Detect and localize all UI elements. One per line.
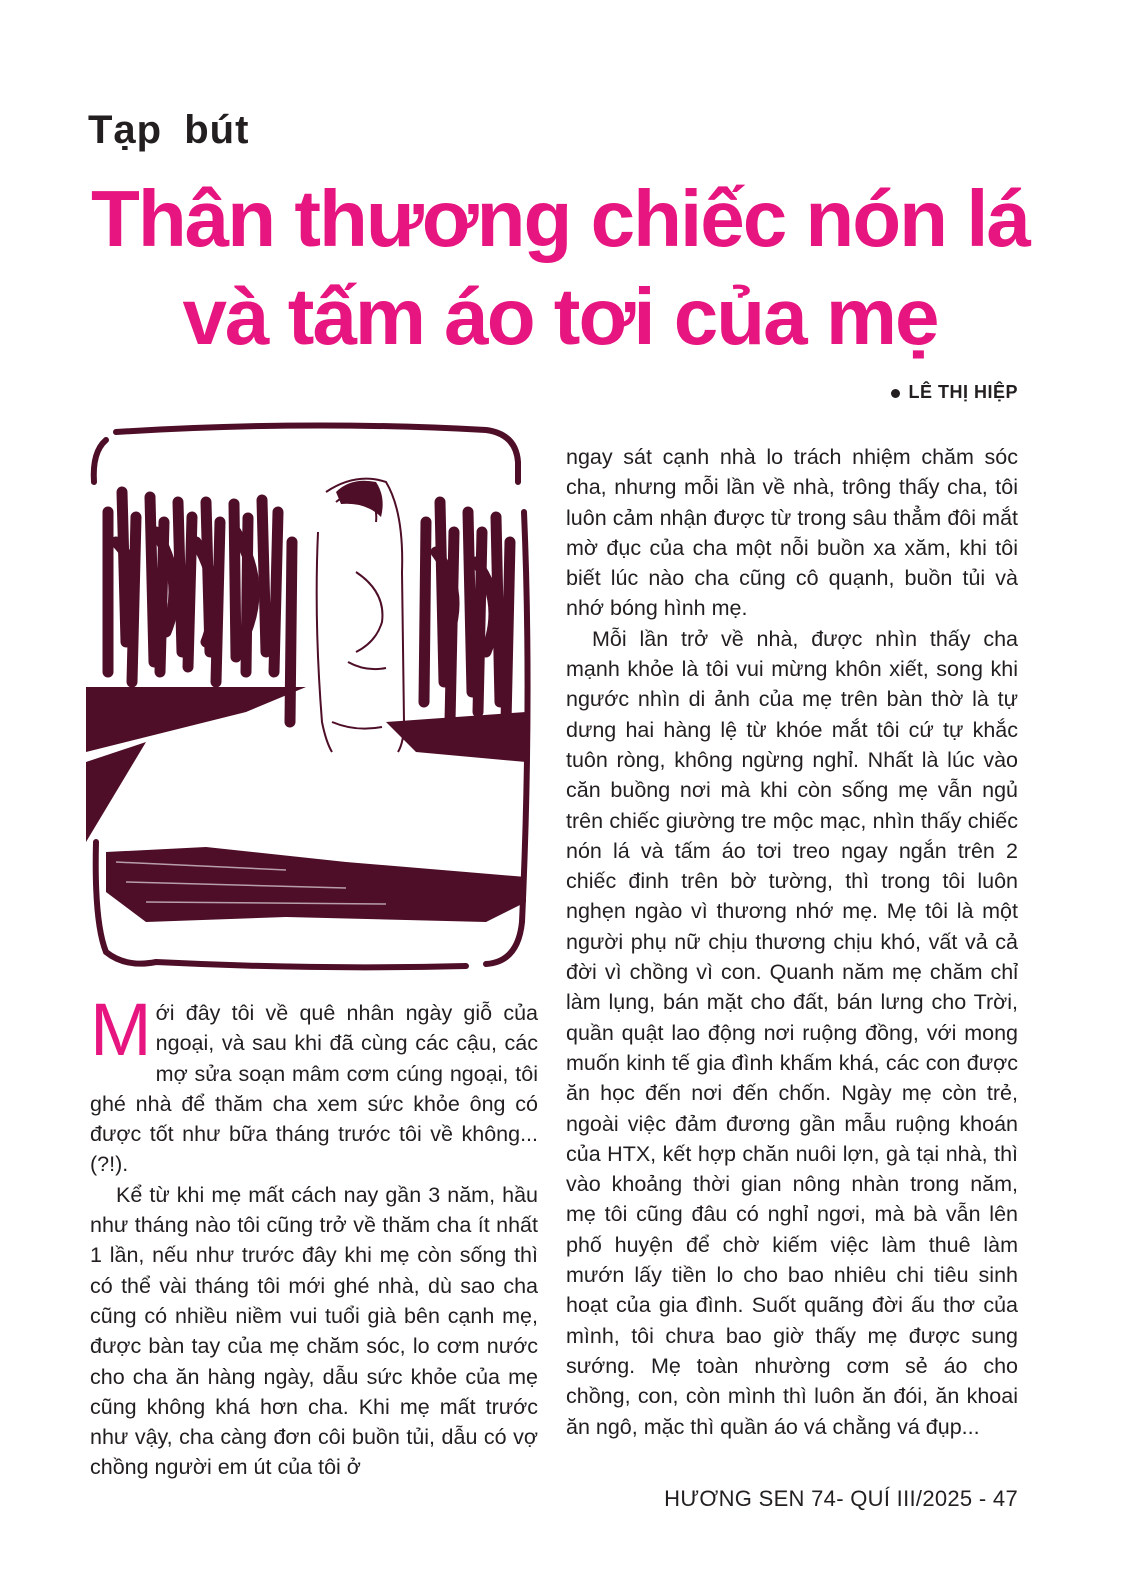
title-line-1: Thân thương chiếc nón lá xyxy=(91,174,1029,263)
woman-in-rain-illustration xyxy=(86,422,532,972)
title-line-2: và tấm áo tơi của mẹ xyxy=(182,272,938,361)
paragraph: Mỗi lần trở về nhà, được nhìn thấy cha mạnh khỏe là tôi vui mừng khôn xiết, song khi ngước nhìn di ảnh của mẹ trên bàn thờ là tự dưng hai hàng lệ từ khóe mắt tôi cứ tự khắc tuôn ròng, không ngừng nghỉ. Nhất là lúc vào căn buồng nơi mà khi còn sống mẹ vẫn ngủ trên chiếc giường tre mộc mạc, nhìn thấy chiếc nón lá và tấm áo tơi treo ngay ngắn trên 2 chiếc đinh trên bờ tường, thì trong tôi luôn nghẹn ngào vì thương nhớ mẹ. Mẹ tôi là một người phụ nữ chịu thương chịu khó, vất vả cả đời vì chồng vì con. Quanh năm mẹ chăm chỉ làm lụng, bán mặt cho đất, bán lưng cho Trời, quần quật lao động nơi ruộng đồng, với mong muốn kinh tế gia đình khấm khá, các con được ăn học đến nơi đến chốn. Ngày mẹ còn trẻ, ngoài việc đảm đương gần mẫu ruộng khoán của HTX, kết hợp chăn nuôi lợn, gà tại nhà, thì vào khoảng thời gian nông nhàn trong năm, mẹ tôi cũng đâu có nghỉ ngơi, mà bà vẫn lên phố huyện để chờ kiếm việc làm thuê làm mướn lấy tiền lo cho bao nhiêu chi tiêu sinh hoạt của gia đình. Suốt quãng đời ấu thơ của mình, tôi chưa bao giờ thấy mẹ được sung sướng. Mẹ toàn nhường cơm sẻ áo cho chồng, con, còn mình thì luôn ăn đói, ăn khoai ăn ngô, mặc thì quần áo vá chằng vá đụp... xyxy=(566,626,1018,1439)
paragraph: Kể từ khi mẹ mất cách nay gần 3 năm, hầu như tháng nào tôi cũng trở về thăm cha ít nhất 1 lần, nếu như trước đây khi mẹ còn sống thì có thể vài tháng tôi mới ghé nhà, dù sao cha cũng có nhiều niềm vui tuổi già bên cạnh mẹ, được bàn tay của mẹ chăm sóc, lo cơm nước cho cha ăn hàng ngày, dẫu sức khỏe của mẹ cũng không khá hơn cha. Khi mẹ mất trước như vậy, cha càng đơn côi buồn tủi, dẫu có vợ chồng người em út của tôi ở xyxy=(90,1182,538,1480)
section-label: Tạp bút xyxy=(88,108,250,152)
bullet-icon xyxy=(891,389,900,398)
article-title xyxy=(80,170,1040,366)
dropcap: M xyxy=(90,988,152,1071)
paragraph xyxy=(90,988,538,1180)
page-footer: HƯƠNG SEN 74- QUÍ III/2025 - 47 xyxy=(664,1486,1018,1511)
right-column xyxy=(566,442,1018,1442)
paragraph-text: ới đây tôi về quê nhân ngày giỗ của ngoại, và sau khi đã cùng các cậu, các mợ sửa soạn mâm cơm cúng ngoại, tôi ghé nhà để thăm cha xem sức khỏe ông có được tốt như bữa tháng trước tôi về không...(?!). xyxy=(90,1001,538,1177)
author-byline xyxy=(891,382,1018,403)
left-column xyxy=(90,988,538,1483)
paragraph: ngay sát cạnh nhà lo trách nhiệm chăm sóc cha, nhưng mỗi lần về nhà, trông thấy cha, tôi luôn cảm nhận được từ trong sâu thẳm đôi mắt mờ đục của cha một nỗi buồn xa xăm, khi tôi biết lúc nào cha cũng cô quạnh, buồn tủi và nhớ bóng hình mẹ. xyxy=(566,445,1018,621)
author-name: LÊ THỊ HIỆP xyxy=(908,382,1018,402)
